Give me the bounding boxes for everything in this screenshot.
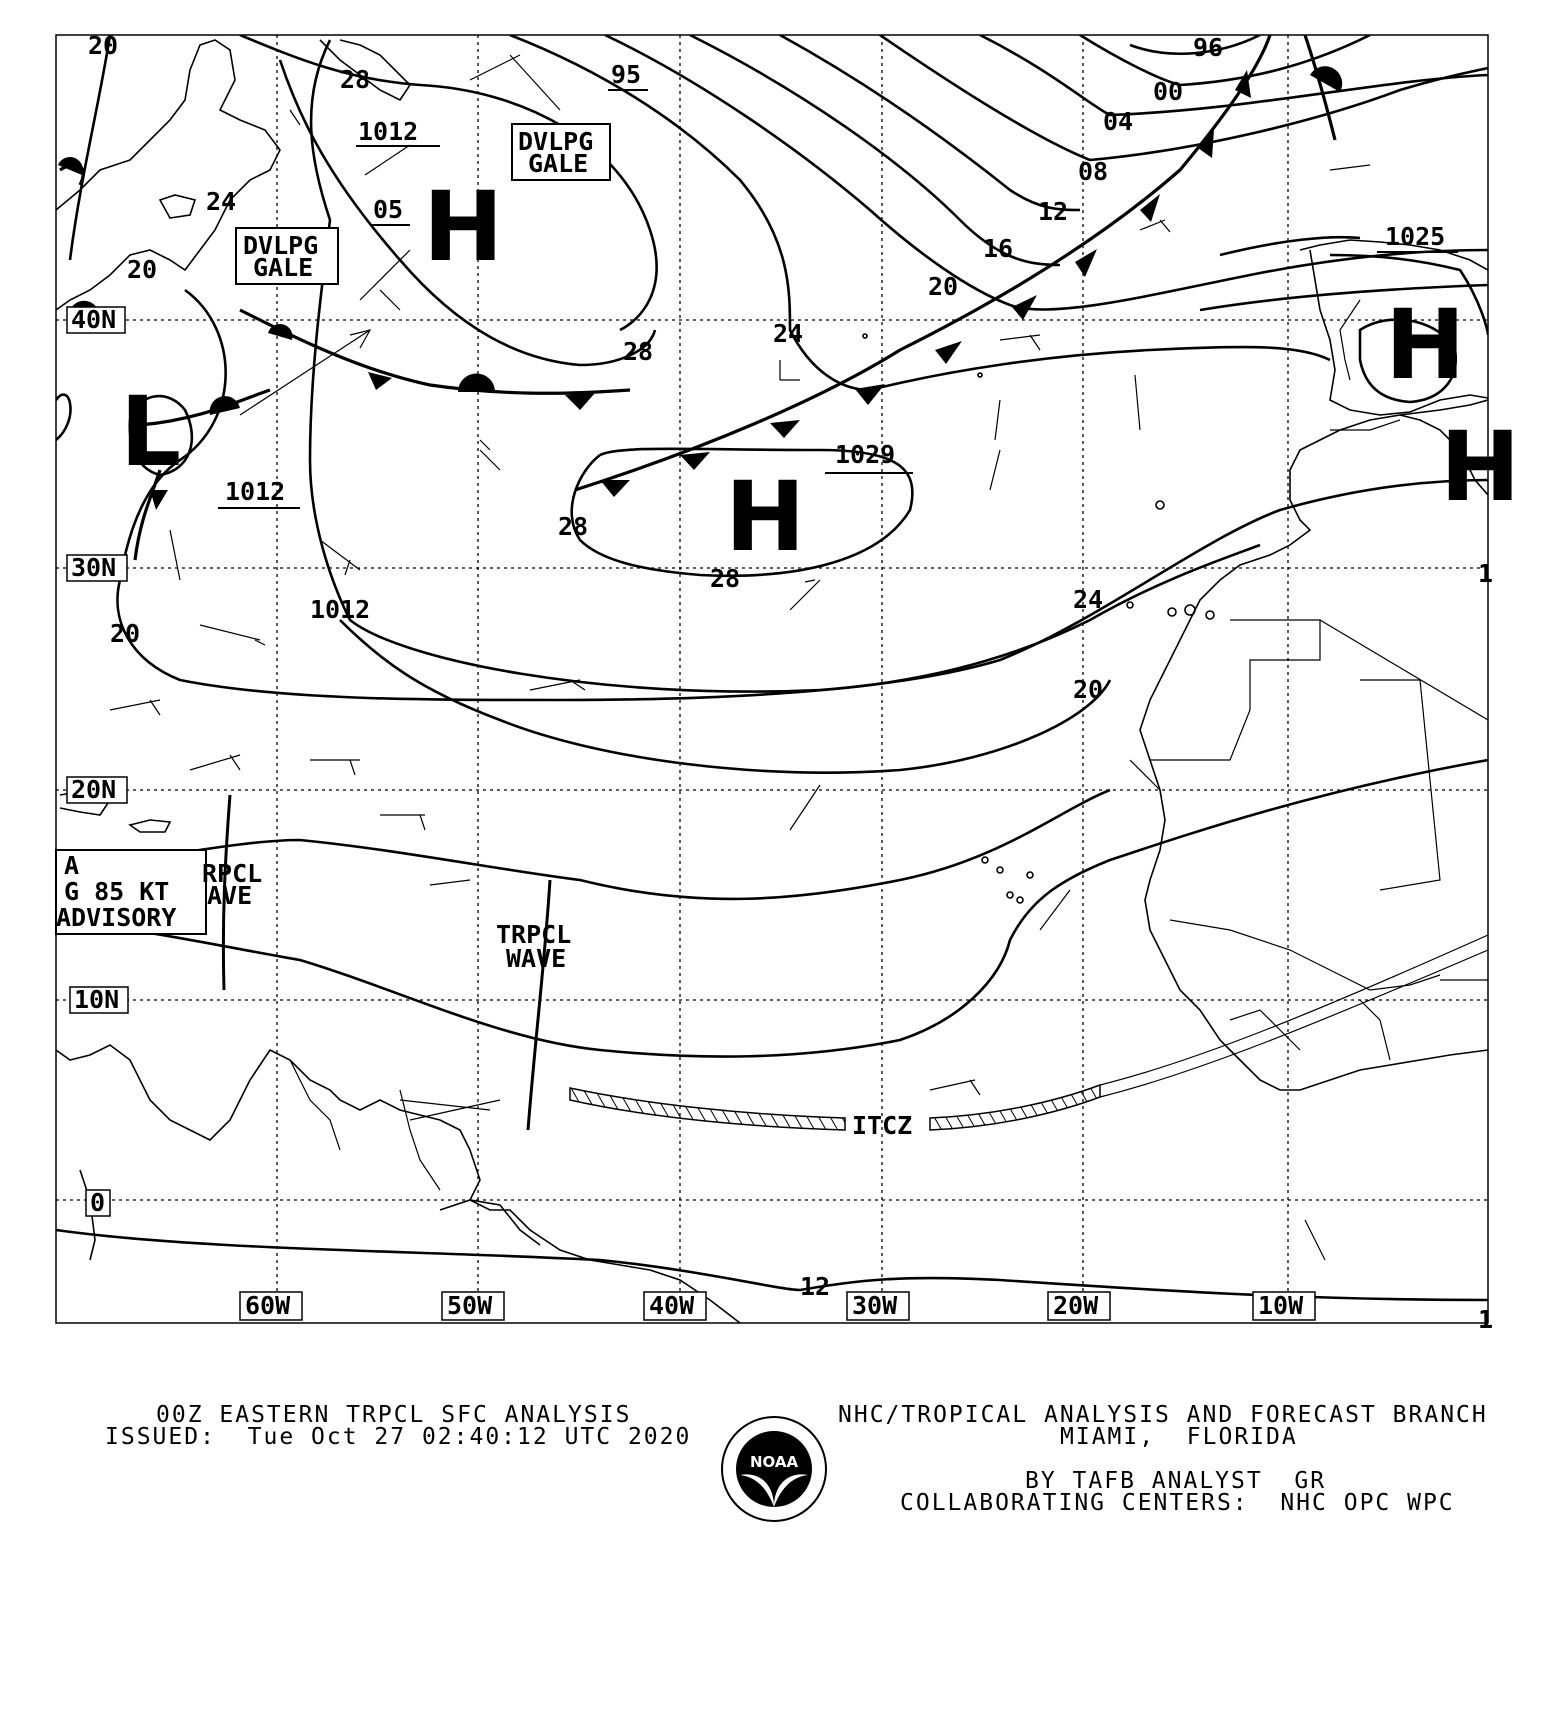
svg-text:96: 96 <box>1193 33 1224 62</box>
svg-text:24: 24 <box>206 187 237 216</box>
analysis-title: 00Z EASTERN TRPCL SFC ANALYSIS <box>156 1402 632 1428</box>
svg-text:20: 20 <box>127 255 158 284</box>
svg-text:30N: 30N <box>71 553 117 582</box>
svg-text:28: 28 <box>340 65 371 94</box>
longitude-labels <box>240 1291 1315 1320</box>
svg-text:RPCL: RPCL <box>202 859 263 888</box>
svg-text:H: H <box>423 171 504 283</box>
gale-warning-box-2 <box>236 228 338 284</box>
svg-text:WAVE: WAVE <box>506 944 567 973</box>
svg-text:40N: 40N <box>71 305 117 334</box>
svg-text:G 85 KT: G 85 KT <box>64 877 170 906</box>
svg-text:1029: 1029 <box>835 440 896 469</box>
svg-text:AVE: AVE <box>207 881 253 910</box>
svg-text:1: 1 <box>1478 1305 1494 1334</box>
svg-text:GALE: GALE <box>528 149 589 178</box>
svg-text:50W: 50W <box>447 1291 493 1320</box>
agency-name: NHC/TROPICAL ANALYSIS AND FORECAST BRANCH <box>838 1402 1488 1428</box>
svg-text:28: 28 <box>710 564 741 593</box>
svg-text:10N: 10N <box>74 985 120 1014</box>
svg-text:TRPCL: TRPCL <box>496 920 572 949</box>
svg-text:12: 12 <box>800 1272 831 1301</box>
hurricane-advisory-box <box>56 850 262 934</box>
svg-text:1012: 1012 <box>310 595 371 624</box>
svg-text:04: 04 <box>1103 107 1134 136</box>
svg-text:20: 20 <box>88 31 119 60</box>
svg-text:40W: 40W <box>649 1291 695 1320</box>
isobars <box>56 35 1488 1300</box>
svg-text:H: H <box>1440 411 1521 523</box>
svg-text:A: A <box>64 851 80 880</box>
svg-text:20: 20 <box>1073 675 1104 704</box>
svg-text:20: 20 <box>928 272 959 301</box>
svg-text:20W: 20W <box>1053 1291 1099 1320</box>
svg-text:30W: 30W <box>852 1291 898 1320</box>
svg-text:1: 1 <box>1478 559 1494 588</box>
itcz-band <box>570 935 1488 1130</box>
svg-text:28: 28 <box>623 337 654 366</box>
svg-text:20N: 20N <box>71 775 117 804</box>
svg-text:10W: 10W <box>1258 1291 1304 1320</box>
analyst-line: BY TAFB ANALYST GR <box>1025 1468 1327 1494</box>
svg-text:20: 20 <box>110 619 141 648</box>
svg-text:60W: 60W <box>245 1291 291 1320</box>
svg-text:GALE: GALE <box>253 253 314 282</box>
svg-text:0: 0 <box>90 1188 106 1217</box>
isobar-labels <box>88 31 1493 1334</box>
svg-text:05: 05 <box>373 195 404 224</box>
latitude-labels <box>67 305 128 1217</box>
svg-text:DVLPG: DVLPG <box>243 231 319 260</box>
svg-text:H: H <box>725 461 806 573</box>
gale-warning-box-1 <box>512 124 610 180</box>
issued-timestamp: ISSUED: Tue Oct 27 02:40:12 UTC 2020 <box>105 1424 692 1450</box>
svg-text:L: L <box>120 376 182 488</box>
svg-text:DVLPG: DVLPG <box>518 127 594 156</box>
svg-text:28: 28 <box>558 512 589 541</box>
tropical-waves <box>223 795 550 1130</box>
tropical-wave-label <box>496 920 571 973</box>
collaborating-centers: COLLABORATING CENTERS: NHC OPC WPC <box>900 1490 1455 1516</box>
svg-text:16: 16 <box>983 234 1014 263</box>
itcz-label: ITCZ <box>852 1111 913 1140</box>
noaa-logo <box>720 1415 828 1523</box>
svg-text:1025: 1025 <box>1385 222 1446 251</box>
svg-text:NOAA: NOAA <box>749 1453 799 1471</box>
svg-text:24: 24 <box>773 319 804 348</box>
svg-text:1012: 1012 <box>225 477 286 506</box>
svg-text:H: H <box>1385 289 1466 401</box>
svg-text:95: 95 <box>611 60 642 89</box>
svg-text:1012: 1012 <box>358 117 419 146</box>
svg-text:08: 08 <box>1078 157 1109 186</box>
svg-text:12: 12 <box>1038 197 1069 226</box>
svg-text:ADVISORY: ADVISORY <box>56 903 177 932</box>
agency-location: MIAMI, FLORIDA <box>1060 1424 1298 1450</box>
svg-text:00: 00 <box>1153 77 1184 106</box>
svg-text:24: 24 <box>1073 585 1104 614</box>
